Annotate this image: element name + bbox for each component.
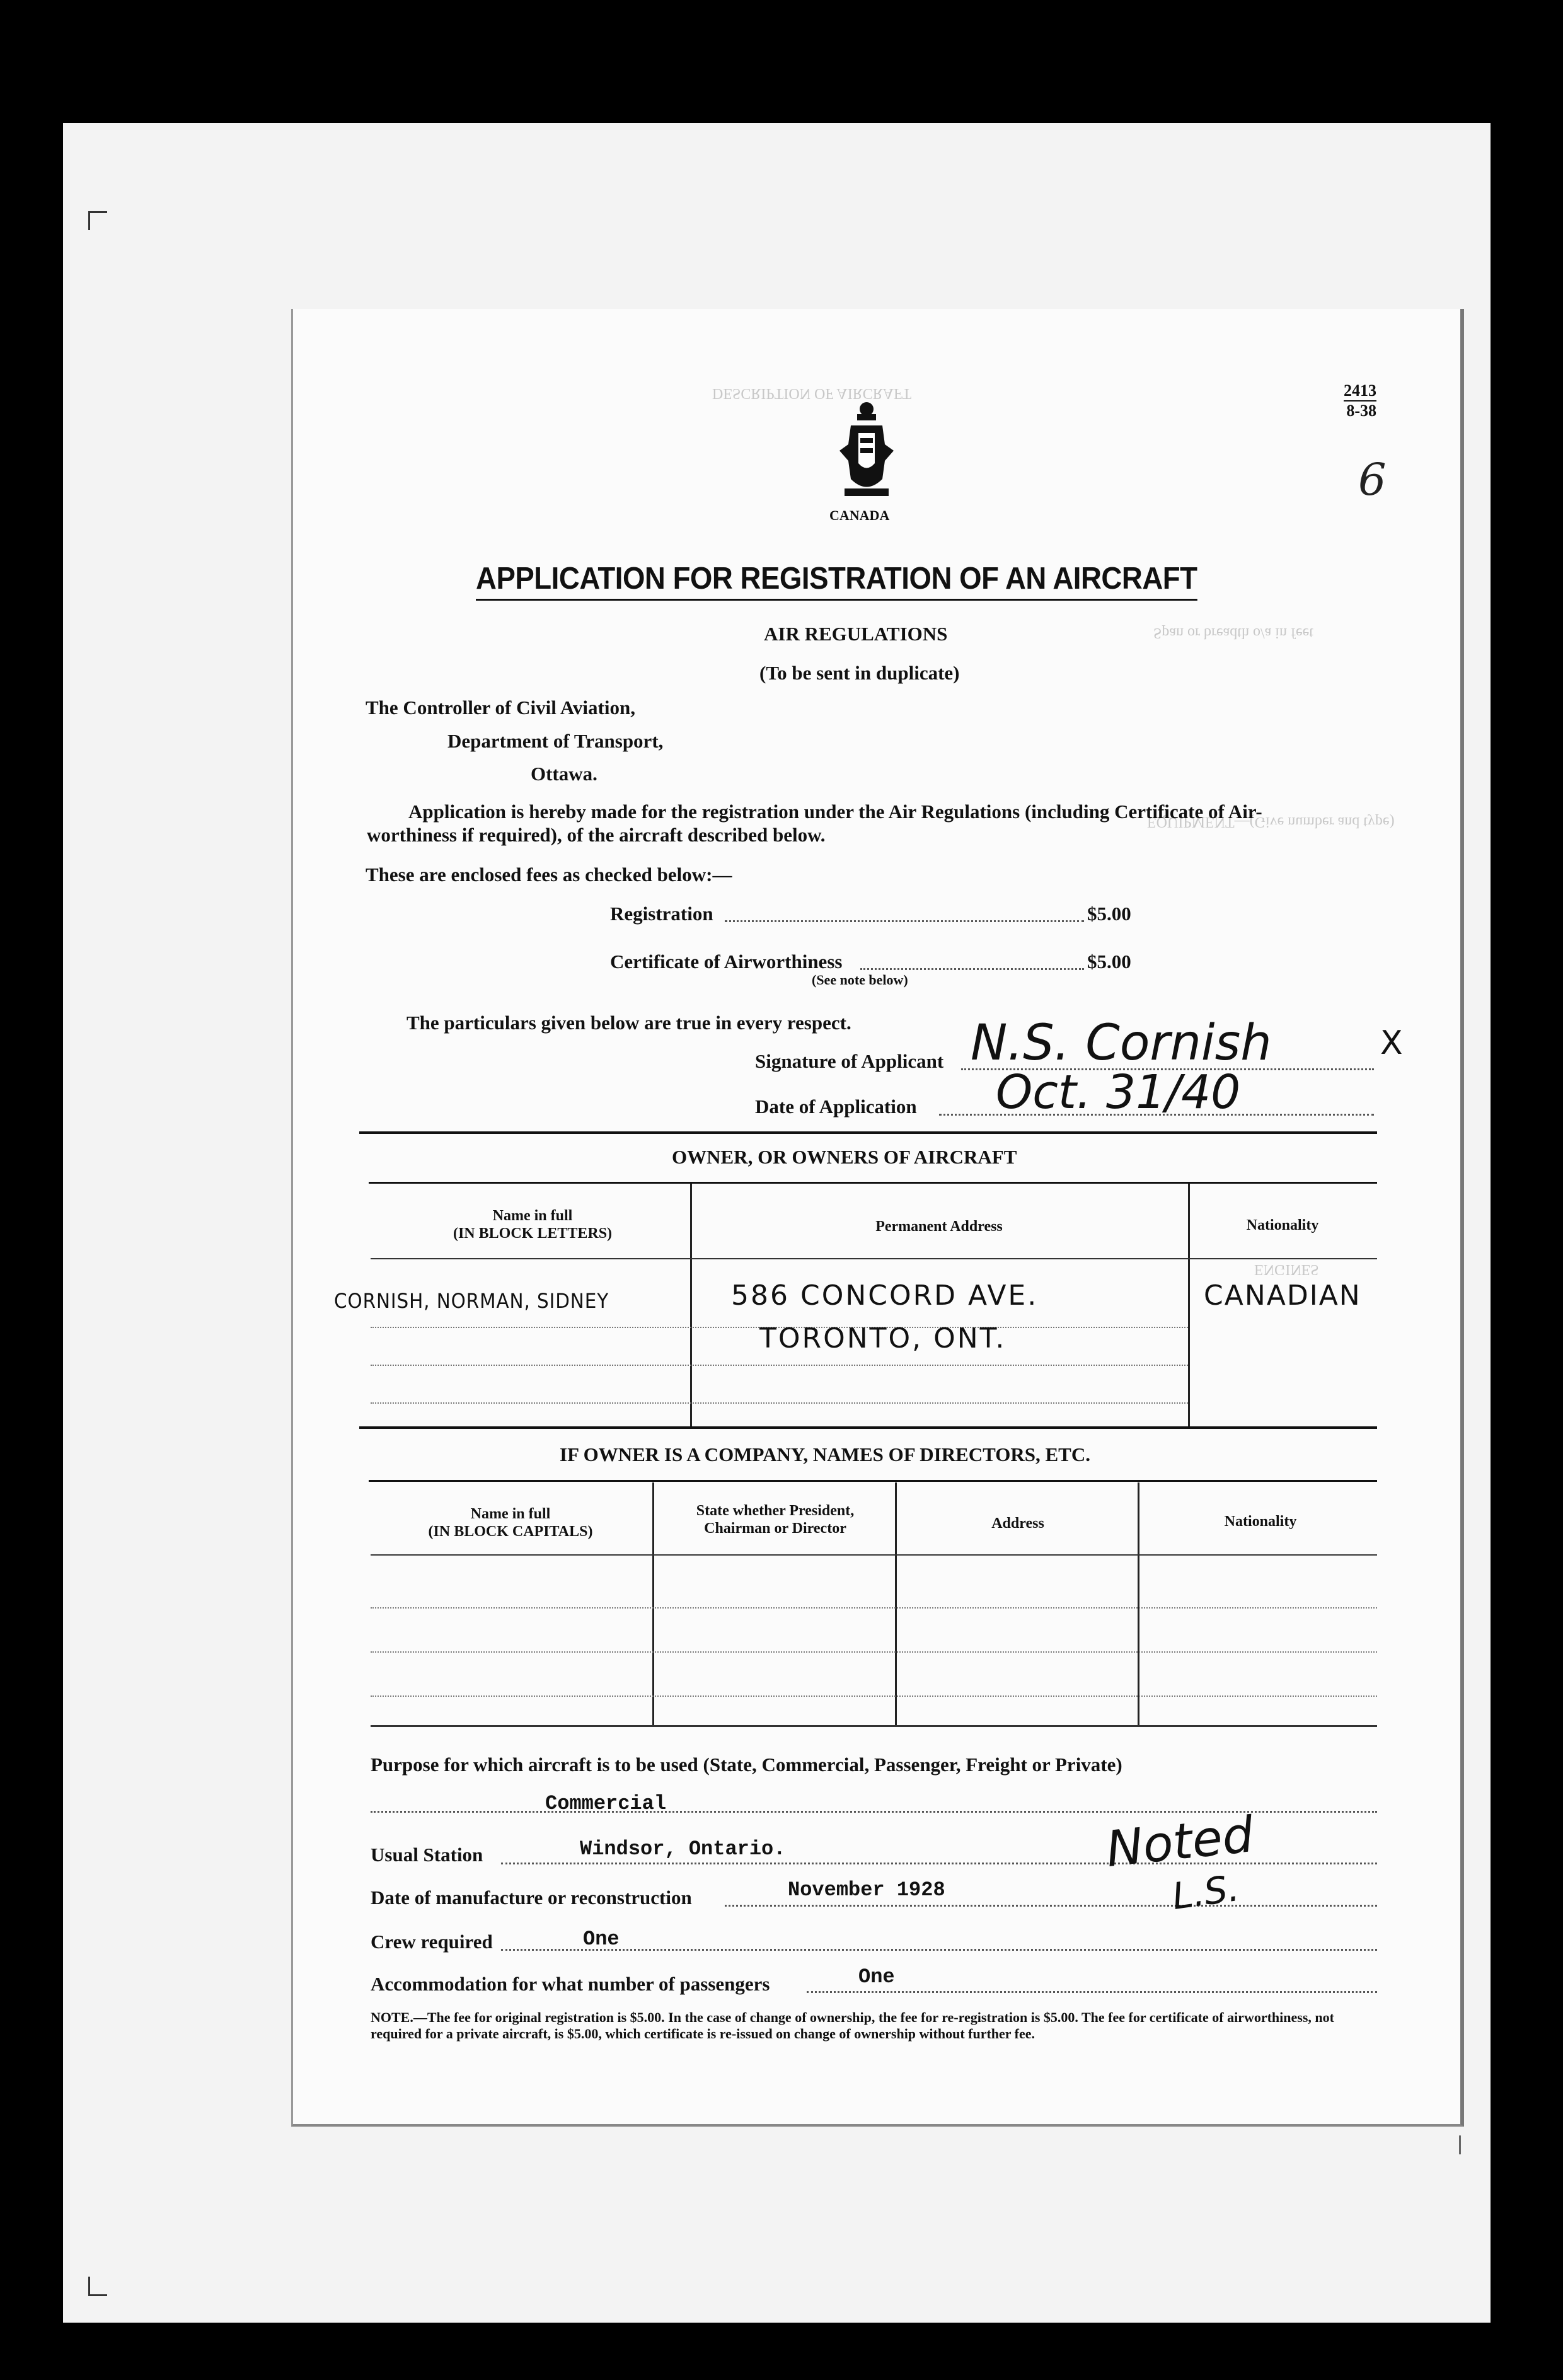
scan-corner-mark [1459,2135,1461,2154]
owners-heading: OWNER, OR OWNERS OF AIRCRAFT [672,1146,1017,1168]
form-number-code: 2413 [1344,381,1376,401]
scan-corner-mark [88,211,90,230]
scan-corner-mark [88,2277,90,2296]
date-label: Date of Application [755,1095,917,1118]
page-title: APPLICATION FOR REGISTRATION OF AN AIRCRAFT [476,561,1197,601]
owner-nationality: CANADIAN [1204,1280,1361,1312]
particulars-text: The particulars given below are true in every respect. [407,1012,851,1034]
manufacture-value: November 1928 [788,1878,945,1902]
directors-col-role: State whether President, Chairman or Director [696,1503,855,1537]
fees-intro: These are enclosed fees as checked below:— [366,864,732,886]
passengers-value: One [858,1965,895,1989]
fee-note: NOTE.—The fee for original registration is $5.00. In the case of change of ownership, the fee for re-registration is $5.00. The fee for certificate of airworthiness, not required for a private aircraft, is $5.00, which certificate is re-issued on change of ownership without further fee. [371,2009,1334,2042]
canada-coat-of-arms-icon [832,400,901,504]
fee-registration-amount: $5.00 [1087,903,1131,925]
fee-airworthiness-label: Certificate of Airworthiness [610,950,843,973]
subtitle: AIR REGULATIONS [764,623,948,645]
fee-airworthiness-amount: $5.00 [1087,950,1131,973]
bleed-through-text: DESCRIPTION OF AIRCRAFT [712,385,912,401]
manufacture-label: Date of manufacture or reconstruction [371,1886,692,1909]
owner-address-line-1: 586 CONCORD AVE. [731,1280,1039,1312]
crew-label: Crew required [371,1931,493,1953]
directors-col-nationality: Nationality [1224,1513,1297,1530]
bleed-through-text: EQUIPMENT—(Give number and type) [1147,814,1395,830]
fee-registration-label: Registration [610,903,713,925]
signature-mark: X [1380,1024,1403,1062]
directors-col-name: Name in full (IN BLOCK CAPITALS) [428,1506,593,1540]
form-number-date: 8-38 [1346,401,1376,420]
owner-address-line-2: TORONTO, ONT. [759,1322,1006,1355]
owners-col-address: Permanent Address [875,1218,1003,1235]
addressee-line-2: Department of Transport, [447,730,664,752]
page-mark: 6 [1358,454,1387,505]
owners-col-nationality: Nationality [1246,1217,1319,1233]
duplicate-note: (To be sent in duplicate) [759,662,960,684]
scan-corner-mark [88,2294,107,2296]
form-number [1344,381,1376,420]
purpose-value: Commercial [545,1792,667,1815]
station-label: Usual Station [371,1844,483,1866]
application-text-1: Application is hereby made for the registration under the Air Regulations (including Certificate of Air- [408,800,1262,823]
fee-airworthiness-note: (See note below) [812,972,908,988]
noted-mark: Noted [1103,1806,1257,1878]
signature-label: Signature of Applicant [755,1050,944,1072]
noted-initials: L.S. [1169,1866,1242,1919]
owner-name: CORNISH, NORMAN, SIDNEY [334,1289,609,1313]
country-label: CANADA [829,507,890,523]
date-value: Oct. 31/40 [996,1065,1241,1119]
passengers-label: Accommodation for what number of passengers [371,1973,770,1995]
directors-col-address: Address [991,1515,1044,1532]
purpose-label: Purpose for which aircraft is to be used (State, Commercial, Passenger, Freight or Private) [371,1753,1122,1776]
application-text-2: worthiness if required), of the aircraft described below. [367,824,826,846]
directors-heading: IF OWNER IS A COMPANY, NAMES OF DIRECTORS, ETC. [560,1443,1090,1465]
addressee-line-3: Ottawa. [531,763,597,785]
bleed-through-text: ENGINES [1254,1261,1319,1278]
crew-value: One [583,1927,620,1951]
signature-value: N.S. Cornish [971,1015,1272,1072]
owners-col-name: Name in full (IN BLOCK LETTERS) [453,1208,613,1242]
bleed-through-text: Span or breadth o/a in feet [1153,625,1313,641]
station-value: Windsor, Ontario. [580,1837,786,1861]
scan-corner-mark [88,211,107,213]
addressee-line-1: The Controller of Civil Aviation, [366,696,635,719]
